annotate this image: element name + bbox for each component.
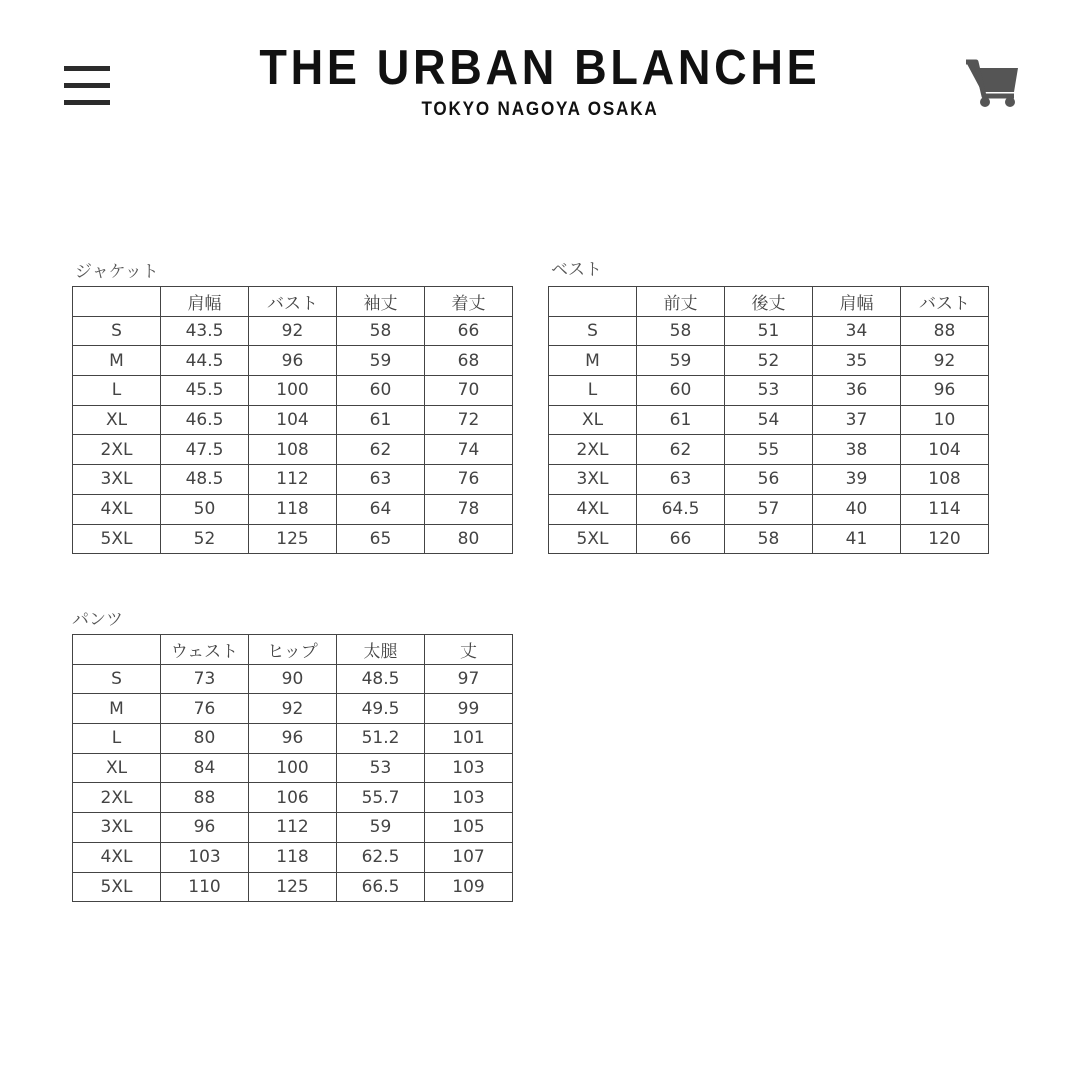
table-cell: 5XL xyxy=(73,872,161,902)
table-header-cell: 着丈 xyxy=(425,287,513,317)
table-cell: S xyxy=(549,316,637,346)
table-cell: 44.5 xyxy=(161,346,249,376)
table-cell: 34 xyxy=(813,316,901,346)
table-cell: 108 xyxy=(901,465,989,495)
table-row xyxy=(549,316,989,346)
table-cell: 60 xyxy=(337,376,425,406)
table-cell: 97 xyxy=(425,664,513,694)
table-cell: 62.5 xyxy=(337,842,425,872)
table-cell: 64.5 xyxy=(637,494,725,524)
table-cell: 48.5 xyxy=(337,664,425,694)
table-cell: 2XL xyxy=(73,435,161,465)
table-row xyxy=(73,465,513,495)
table-cell: 61 xyxy=(637,405,725,435)
table-cell: 37 xyxy=(813,405,901,435)
table-cell: 96 xyxy=(161,813,249,843)
table-cell: 36 xyxy=(813,376,901,406)
table-cell: 66 xyxy=(637,524,725,554)
brand-title: THE URBAN BLANCHE xyxy=(259,41,821,95)
table-cell: 105 xyxy=(425,813,513,843)
table-cell: 54 xyxy=(725,405,813,435)
table-cell: 51 xyxy=(725,316,813,346)
pants-size-table xyxy=(72,634,513,902)
table-row xyxy=(73,376,513,406)
table-row xyxy=(73,316,513,346)
table-cell: 62 xyxy=(637,435,725,465)
table-cell: 65 xyxy=(337,524,425,554)
table-cell: 38 xyxy=(813,435,901,465)
table-cell: 90 xyxy=(249,664,337,694)
table-row xyxy=(549,405,989,435)
table-cell: 64 xyxy=(337,494,425,524)
table-header-cell: 肩幅 xyxy=(813,287,901,317)
table-cell: 3XL xyxy=(73,465,161,495)
table-cell: 76 xyxy=(425,465,513,495)
table-cell: 76 xyxy=(161,694,249,724)
table-row xyxy=(73,872,513,902)
table-cell: 58 xyxy=(637,316,725,346)
table-cell: 56 xyxy=(725,465,813,495)
table-cell: 3XL xyxy=(549,465,637,495)
table-cell: M xyxy=(73,694,161,724)
brand-logo[interactable] xyxy=(0,40,1080,122)
table-row xyxy=(73,664,513,694)
table-cell: 114 xyxy=(901,494,989,524)
table-row xyxy=(549,435,989,465)
table-cell: 107 xyxy=(425,842,513,872)
table-row xyxy=(73,783,513,813)
table-header-cell: 前丈 xyxy=(637,287,725,317)
table-header-row xyxy=(73,635,513,665)
table-cell: 52 xyxy=(161,524,249,554)
table-cell: 45.5 xyxy=(161,376,249,406)
table-cell: 58 xyxy=(337,316,425,346)
table-cell: 60 xyxy=(637,376,725,406)
pants-label: パンツ xyxy=(72,610,123,630)
table-cell: 2XL xyxy=(549,435,637,465)
cart-icon xyxy=(964,58,1020,108)
table-row xyxy=(73,753,513,783)
table-cell: 66 xyxy=(425,316,513,346)
table-cell: 5XL xyxy=(73,524,161,554)
table-cell: 88 xyxy=(161,783,249,813)
table-cell: 118 xyxy=(249,842,337,872)
table-cell: 120 xyxy=(901,524,989,554)
table-cell: S xyxy=(73,664,161,694)
table-cell: 112 xyxy=(249,465,337,495)
table-cell: 46.5 xyxy=(161,405,249,435)
table-cell: 101 xyxy=(425,724,513,754)
table-cell: 4XL xyxy=(549,494,637,524)
table-cell: 66.5 xyxy=(337,872,425,902)
table-cell: 108 xyxy=(249,435,337,465)
table-cell: 43.5 xyxy=(161,316,249,346)
table-header-cell: ウェスト xyxy=(161,635,249,665)
table-cell: 10 xyxy=(901,405,989,435)
table-cell: 4XL xyxy=(73,842,161,872)
table-header-cell: 後丈 xyxy=(725,287,813,317)
table-cell: 125 xyxy=(249,872,337,902)
table-cell: XL xyxy=(73,753,161,783)
table-cell: 99 xyxy=(425,694,513,724)
table-cell: 92 xyxy=(249,694,337,724)
table-row xyxy=(73,724,513,754)
table-row xyxy=(73,435,513,465)
table-header-row xyxy=(73,287,513,317)
table-cell: 63 xyxy=(637,465,725,495)
vest-size-table xyxy=(548,286,989,554)
table-cell: 118 xyxy=(249,494,337,524)
table-cell: 125 xyxy=(249,524,337,554)
vest-label: ベスト xyxy=(551,260,602,280)
cart-button[interactable] xyxy=(964,58,1020,108)
table-cell: 103 xyxy=(161,842,249,872)
table-cell: 110 xyxy=(161,872,249,902)
table-row xyxy=(549,494,989,524)
table-cell: 96 xyxy=(249,346,337,376)
table-header-cell xyxy=(73,635,161,665)
table-cell: 5XL xyxy=(549,524,637,554)
table-cell: 104 xyxy=(249,405,337,435)
table-cell: 68 xyxy=(425,346,513,376)
table-row xyxy=(549,346,989,376)
table-cell: 63 xyxy=(337,465,425,495)
jacket-label: ジャケット xyxy=(75,262,159,282)
table-cell: M xyxy=(73,346,161,376)
table-cell: XL xyxy=(549,405,637,435)
table-cell: 39 xyxy=(813,465,901,495)
table-cell: 40 xyxy=(813,494,901,524)
table-cell: 73 xyxy=(161,664,249,694)
table-header-cell: バスト xyxy=(249,287,337,317)
table-cell: 80 xyxy=(161,724,249,754)
table-cell: 55 xyxy=(725,435,813,465)
table-cell: L xyxy=(73,724,161,754)
table-header-row xyxy=(549,287,989,317)
table-header-cell xyxy=(73,287,161,317)
table-row xyxy=(73,346,513,376)
table-cell: 80 xyxy=(425,524,513,554)
table-row xyxy=(549,376,989,406)
table-cell: 103 xyxy=(425,783,513,813)
table-row xyxy=(73,694,513,724)
table-cell: 4XL xyxy=(73,494,161,524)
table-cell: 100 xyxy=(249,753,337,783)
table-cell: 59 xyxy=(337,346,425,376)
table-header-cell: ヒップ xyxy=(249,635,337,665)
table-cell: 50 xyxy=(161,494,249,524)
table-cell: 51.2 xyxy=(337,724,425,754)
table-cell: 53 xyxy=(337,753,425,783)
table-cell: 100 xyxy=(249,376,337,406)
table-cell: 72 xyxy=(425,405,513,435)
table-header-cell: 丈 xyxy=(425,635,513,665)
table-cell: 103 xyxy=(425,753,513,783)
table-header-cell: 袖丈 xyxy=(337,287,425,317)
table-cell: 104 xyxy=(901,435,989,465)
table-cell: 53 xyxy=(725,376,813,406)
table-cell: 92 xyxy=(901,346,989,376)
table-cell: 92 xyxy=(249,316,337,346)
table-row xyxy=(549,465,989,495)
table-row xyxy=(73,524,513,554)
table-cell: M xyxy=(549,346,637,376)
table-cell: 106 xyxy=(249,783,337,813)
table-header-cell xyxy=(549,287,637,317)
table-row xyxy=(549,524,989,554)
table-cell: 41 xyxy=(813,524,901,554)
table-cell: 35 xyxy=(813,346,901,376)
table-cell: 58 xyxy=(725,524,813,554)
table-cell: XL xyxy=(73,405,161,435)
table-header-cell: 太腿 xyxy=(337,635,425,665)
table-cell: 47.5 xyxy=(161,435,249,465)
table-cell: 3XL xyxy=(73,813,161,843)
table-cell: 109 xyxy=(425,872,513,902)
jacket-size-table xyxy=(72,286,513,554)
table-cell: 61 xyxy=(337,405,425,435)
table-cell: S xyxy=(73,316,161,346)
table-row xyxy=(73,813,513,843)
table-cell: 49.5 xyxy=(337,694,425,724)
table-cell: 96 xyxy=(901,376,989,406)
table-cell: 74 xyxy=(425,435,513,465)
table-cell: 62 xyxy=(337,435,425,465)
table-cell: 59 xyxy=(637,346,725,376)
table-cell: L xyxy=(549,376,637,406)
table-cell: 84 xyxy=(161,753,249,783)
table-cell: 88 xyxy=(901,316,989,346)
table-cell: 2XL xyxy=(73,783,161,813)
table-cell: 55.7 xyxy=(337,783,425,813)
table-cell: L xyxy=(73,376,161,406)
table-row xyxy=(73,842,513,872)
table-cell: 70 xyxy=(425,376,513,406)
table-header-cell: 肩幅 xyxy=(161,287,249,317)
table-row xyxy=(73,494,513,524)
table-cell: 48.5 xyxy=(161,465,249,495)
table-cell: 57 xyxy=(725,494,813,524)
table-cell: 59 xyxy=(337,813,425,843)
table-cell: 96 xyxy=(249,724,337,754)
table-header-cell: バスト xyxy=(901,287,989,317)
table-row xyxy=(73,405,513,435)
table-cell: 52 xyxy=(725,346,813,376)
table-cell: 78 xyxy=(425,494,513,524)
table-cell: 112 xyxy=(249,813,337,843)
brand-subtitle: TOKYO NAGOYA OSAKA xyxy=(421,99,659,120)
